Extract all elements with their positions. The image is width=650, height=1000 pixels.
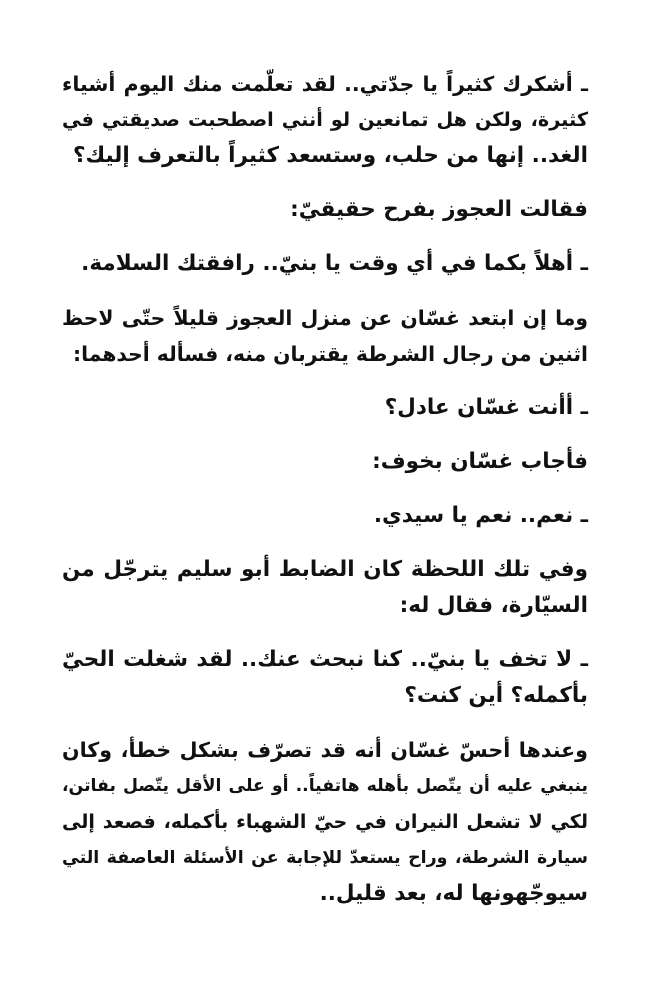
paragraph: [62, 552, 588, 624]
paragraph: [62, 390, 588, 426]
text-line: ـ أشكرك كثيراً يا جدّتي.. لقد تعلّمت منك اليوم أشياء: [62, 72, 588, 96]
text-line: سيارة الشرطة، وراح يستعدّ للإجابة عن الأسئلة العاصفة التي: [62, 848, 588, 868]
paragraph: [62, 192, 588, 228]
text-line: ـ أأنت غسّان عادل؟: [384, 395, 588, 420]
text-line: ينبغي عليه أن يتّصل بأهله هاتفياً.. أو على الأقل يتّصل بفاتن،: [62, 776, 588, 796]
text-line: فأجاب غسّان بخوف:: [372, 449, 588, 474]
paragraph: [62, 246, 588, 282]
text-line: وفي تلك اللحظة كان الضابط أبو سليم يترجّل من: [62, 557, 588, 582]
text-line: الغد.. إنها من حلب، وستسعد كثيراً بالتعرف إليك؟: [72, 143, 588, 168]
text-line: ـ أهلاً بكما في أي وقت يا بنيّ.. رافقتك السلامة.: [81, 251, 588, 276]
paragraph: [62, 444, 588, 480]
text-line: بأكمله؟ أين كنت؟: [404, 683, 588, 708]
paragraph: [62, 732, 588, 912]
text-line: وعندها أحسّ غسّان أنه قد تصرّف بشكل خطأ، وكان: [62, 738, 588, 762]
paragraph: [62, 642, 588, 714]
text-line: ـ نعم.. نعم يا سيدي.: [373, 503, 588, 528]
text-line: السيّارة، فقال له:: [399, 593, 588, 618]
text-line: لكي لا تشعل النيران في حيّ الشهباء بأكمله، فصعد إلى: [62, 811, 588, 833]
page-text: [62, 66, 588, 930]
text-line: اثنين من رجال الشرطة يقتربان منه، فسأله أحدهما:: [73, 342, 588, 366]
paragraph: [62, 66, 588, 174]
text-line: سيوجّهونها له، بعد قليل..: [319, 881, 588, 906]
text-line: ـ لا تخف يا بنيّ.. كنا نبحث عنك.. لقد شغلت الحيّ: [62, 647, 588, 672]
text-line: وما إن ابتعد غسّان عن منزل العجوز قليلاً حتّى لاحظ: [62, 306, 588, 330]
paragraph: [62, 498, 588, 534]
text-line: فقالت العجوز بفرح حقيقيّ:: [290, 197, 588, 222]
paragraph: [62, 300, 588, 372]
text-line: كثيرة، ولكن هل تمانعين لو أنني اصطحبت صديقتي في: [62, 108, 588, 131]
